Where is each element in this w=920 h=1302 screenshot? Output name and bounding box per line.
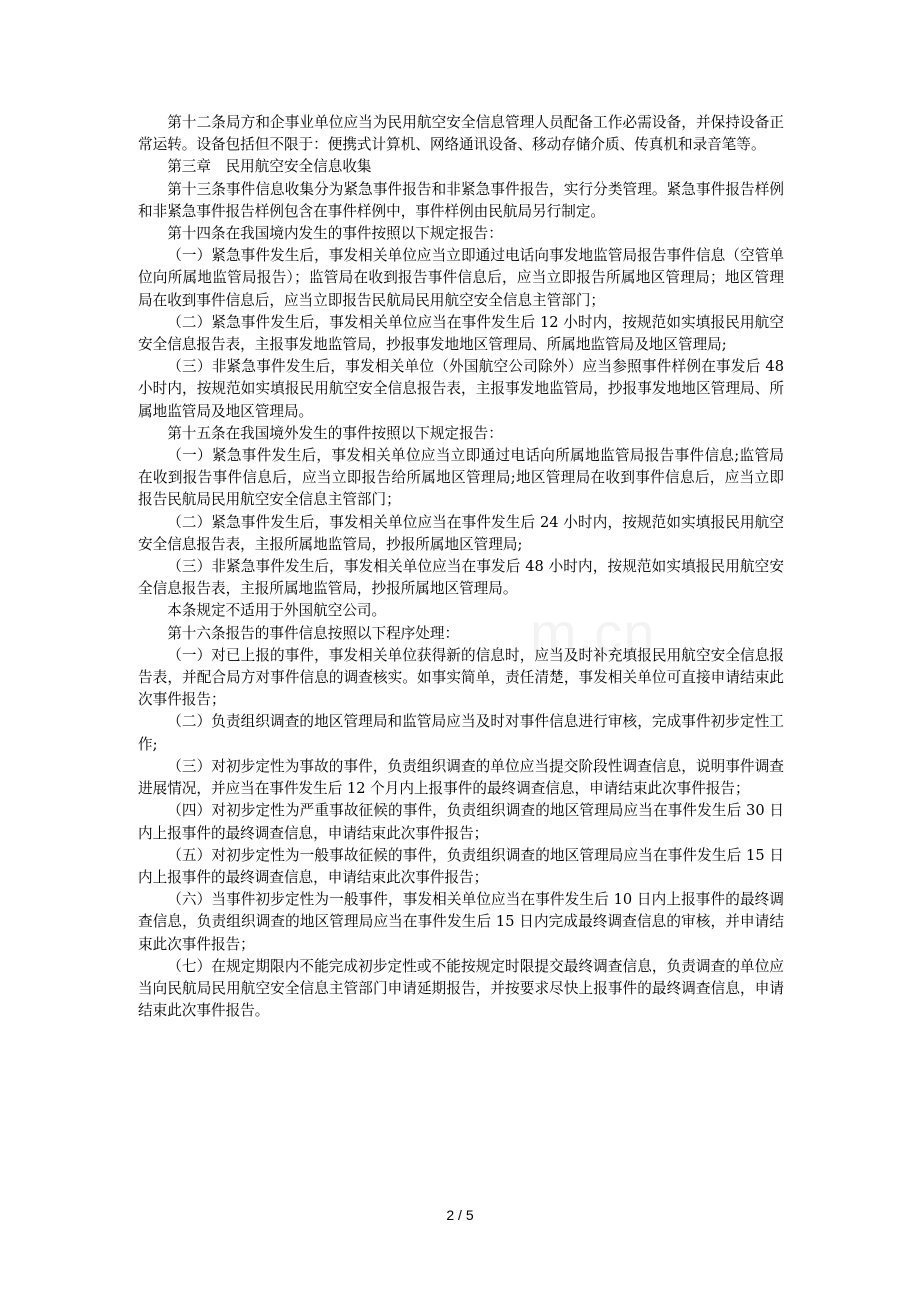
chapter-3-heading: 第三章 民用航空安全信息收集: [167, 158, 372, 176]
article-12-paragraph: 第十二条局方和企事业单位应当为民用航空安全信息管理人员配备工作必需设备，并保持设备正常运转。设备包括但不限于：便携式计算机、网络通讯设备、移动存储介质、传真机和录音笔等。: [138, 114, 784, 154]
article-14-item-1: （一）紧急事件发生后，事发相关单位应当立即通过电话向事发地监管局报告事件信息（空管单位向所属地监管局报告）；监管局在收到报告事件信息后，应当立即报告所属地区管理局；地区管理局在收到事件信息后，应当立即报告民航局民用航空安全信息主管部门；: [138, 247, 784, 309]
article-16-item-7: （七）在规定期限内不能完成初步定性或不能按规定时限提交最终调查信息，负责调查的单位应当向民航局民用航空安全信息主管部门申请延期报告，并按要求尽快上报事件的最终调查信息，申请结束此次事件报告。: [138, 957, 784, 1020]
article-14-item-2: （二）紧急事件发生后，事发相关单位应当在事件发生后 12 小时内，按规范如实填报民用航空安全信息报告表，主报事发地监管局，抄报事发地地区管理局、所属地监管局及地区管理局;: [138, 313, 784, 354]
article-16-item-2: （二）负责组织调查的地区管理局和监管局应当及时对事件信息进行审核，完成事件初步定性工作;: [138, 713, 784, 753]
page-number: 2 / 5: [446, 1207, 474, 1223]
article-16-item-5: （五）对初步定性为一般事故征候的事件，负责组织调查的地区管理局应当在事件发生后 15 日内上报事件的最终调查信息，申请结束此次事件报告；: [138, 846, 784, 886]
article-15-item-2: （二）紧急事件发生后，事发相关单位应当在事件发生后 24 小时内，按规范如实填报民用航空安全信息报告表，主报所属地监管局，抄报所属地区管理局;: [138, 513, 784, 553]
article-16-item-3: （三）对初步定性为事故的事件，负责组织调查的单位应当提交阶段性调查信息，说明事件调查进展情况，并应当在事件发生后 12 个月内上报事件的最终调查信息，申请结束此次事件报告；: [138, 757, 784, 798]
article-15-paragraph: 第十五条在我国境外发生的事件按照以下规定报告：: [167, 424, 503, 442]
article-14-paragraph: 第十四条在我国境内发生的事件按照以下规定报告：: [167, 225, 503, 243]
article-13-paragraph: 第十三条事件信息收集分为紧急事件报告和非紧急事件报告，实行分类管理。紧急事件报告样例和非紧急事件报告样例包含在事件样例中，事件样例由民航局另行制定。: [138, 180, 784, 220]
article-16-item-6: （六）当事件初步定性为一般事件，事发相关单位应当在事件发生后 10 日内上报事件的最终调查信息，负责组织调查的地区管理局应当在事件发生后 15 日内完成最终调查信息的审核，并申请结束此次事件报告；: [138, 891, 784, 953]
article-15-item-1: （一）紧急事件发生后，事发相关单位应当立即通过电话向所属地监管局报告事件信息;监管局在收到报告事件信息后，应当立即报告给所属地区管理局;地区管理局在收到事件信息后，应当立即报告民航局民用航空安全信息主管部门；: [138, 447, 784, 509]
article-16-item-4: （四）对初步定性为严重事故征候的事件，负责组织调查的地区管理局应当在事件发生后 30 日内上报事件的最终调查信息，申请结束此次事件报告；: [138, 802, 784, 842]
article-16-item-1: （一）对已上报的事件，事发相关单位获得新的信息时，应当及时补充填报民用航空安全信息报告表，并配合局方对事件信息的调查核实。如事实简单，责任清楚，事发相关单位可直接申请结束此次事件报告；: [138, 646, 784, 709]
article-14-item-3: （三）非紧急事件发生后，事发相关单位（外国航空公司除外）应当参照事件样例在事发后 48 小时内，按规范如实填报民用航空安全信息报告表，主报事发地监管局，抄报事发地地区管理局、所属地监管局及地区管理局。: [138, 358, 784, 420]
article-15-note: 本条规定不适用于外国航空公司。: [167, 602, 387, 620]
article-16-paragraph: 第十六条报告的事件信息按照以下程序处理：: [167, 624, 460, 642]
article-15-item-3: （三）非紧急事件发生后，事发相关单位应当在事发后 48 小时内，按规范如实填报民用航空安全信息报告表，主报所属地监管局，抄报所属地区管理局。: [138, 558, 784, 598]
document-body: [138, 112, 784, 1022]
